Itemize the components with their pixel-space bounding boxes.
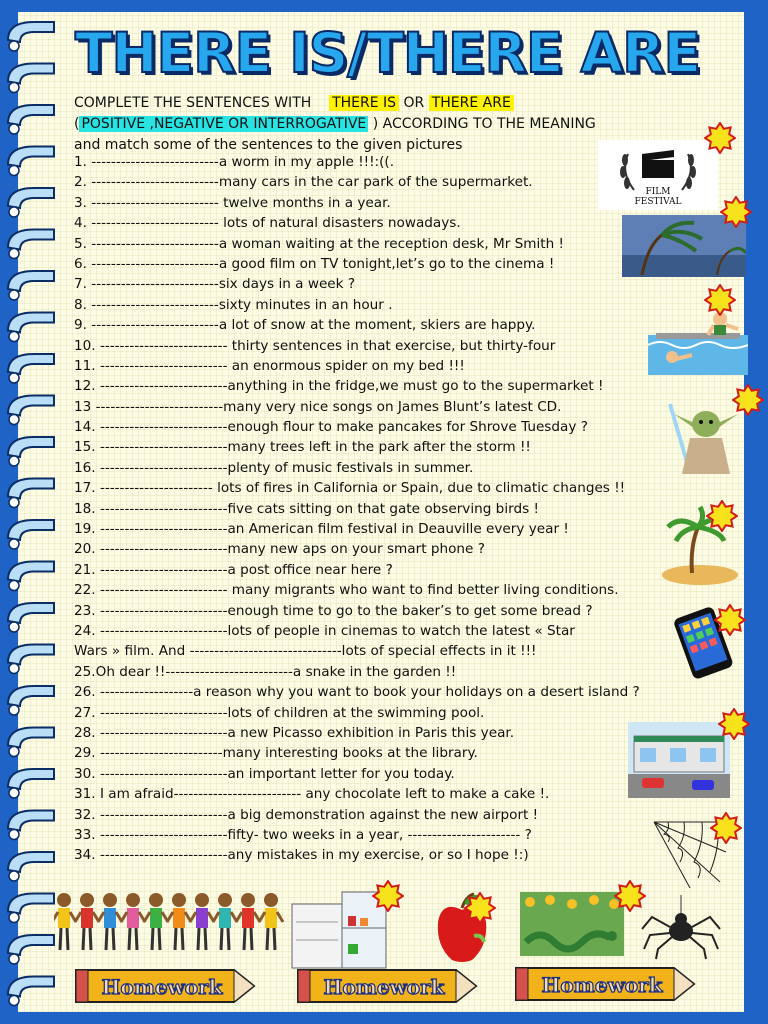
homework-banner-2: [292, 966, 478, 1006]
star-marker: [614, 880, 646, 912]
child-figure: [54, 893, 76, 950]
star-marker: [718, 708, 750, 740]
binding-ring: [8, 105, 54, 134]
star-marker: [704, 122, 736, 154]
sentence-line: 6. --------------------------a good film on TV tonight,let’s go to the cinema !: [74, 255, 555, 272]
binding-ring: [8, 645, 54, 674]
sentence-line: 17. ----------------------- lots of fires in California or Spain, due to climatic changes !!: [74, 480, 626, 497]
sentence-line: 32. --------------------------a big demonstration against the new airport !: [74, 806, 539, 823]
sentence-line: 7. --------------------------six days in a week ?: [74, 276, 356, 293]
binding-ring: [8, 728, 54, 757]
binding-ring: [8, 520, 54, 549]
spider-picture: [640, 895, 722, 961]
sentence-line: 5. --------------------------a woman waiting at the reception desk, Mr Smith !: [74, 235, 564, 252]
child-figure: [98, 893, 122, 950]
sentence-line: 33. --------------------------fifty- two weeks in a year, ----------------------- ?: [74, 826, 532, 843]
instruction-suffix: ) ACCORDING TO THE MEANING: [372, 116, 596, 132]
binding-ring: [8, 271, 54, 300]
sentence-line: 23. --------------------------enough time to go to the baker’s to get some bread ?: [74, 602, 593, 619]
binding-ring: [8, 769, 54, 798]
homework-label-1: Homework: [101, 975, 223, 999]
sentence-line: 27. --------------------------lots of children at the swimming pool.: [74, 704, 485, 721]
child-figure: [236, 893, 260, 950]
festival-label: FESTIVAL: [634, 197, 682, 207]
binding-ring: [8, 188, 54, 217]
sentence-line: 3. -------------------------- twelve months in a year.: [74, 194, 391, 211]
shopping-street-picture: [628, 722, 730, 798]
star-marker: [732, 384, 764, 416]
binding-ring: [8, 852, 54, 881]
spiral-binding: [0, 0, 70, 1024]
sentence-line: 24. --------------------------lots of people in cinemas to watch the latest « Star: [74, 622, 575, 639]
sentence-line: 18. --------------------------five cats sitting on that gate observing birds !: [74, 500, 539, 517]
sentence-line: 26. -------------------a reason why you want to book your holidays on a desert island ?: [74, 684, 640, 701]
child-figure: [167, 893, 191, 950]
binding-ring: [8, 686, 54, 715]
binding-ring: [8, 313, 54, 342]
instruction-line-3: and match some of the sentences to the given pictures: [74, 137, 463, 153]
sentence-line: 9. --------------------------a lot of snow at the moment, skiers are happy.: [74, 317, 536, 334]
sentence-line: 14. --------------------------enough flour to make pancakes for Shrove Tuesday ?: [74, 419, 588, 436]
child-figure: [213, 893, 237, 950]
homework-banner-1: [70, 966, 256, 1006]
sentence-line: 19. --------------------------an American film festival in Deauville every year !: [74, 521, 569, 538]
child-figure: [190, 893, 214, 950]
film-label: FILM: [645, 187, 671, 197]
binding-ring: [8, 22, 54, 51]
star-marker: [710, 812, 742, 844]
star-marker: [372, 880, 404, 912]
instruction-line-2: [74, 115, 596, 133]
sentence-line: 20. --------------------------many new aps on your smart phone ?: [74, 541, 485, 558]
star-marker: [704, 284, 736, 316]
binding-ring: [8, 147, 54, 176]
sentence-line: 21. --------------------------a post office near here ?: [74, 561, 393, 578]
sentence-line: Wars » film. And -------------------------------lots of special effects in it !!!: [74, 643, 537, 660]
star-marker: [706, 500, 738, 532]
binding-ring: [8, 354, 54, 383]
binding-ring: [8, 935, 54, 964]
child-figure: [144, 893, 168, 950]
binding-ring: [8, 396, 54, 425]
there-is-highlight: THERE IS: [329, 95, 399, 111]
binding-ring: [8, 894, 54, 923]
sentence-line: 2. --------------------------many cars in the car park of the supermarket.: [74, 174, 533, 191]
sentence-line: 34. --------------------------any mistakes in my exercise, or so I hope !:): [74, 847, 529, 864]
snake-in-garden-picture: [520, 892, 624, 956]
instruction-line-1: [74, 94, 514, 112]
binding-ring: [8, 437, 54, 466]
forms-highlight: POSITIVE ,NEGATIVE OR INTERROGATIVE: [81, 116, 367, 132]
binding-ring: [8, 479, 54, 508]
sentence-line: 4. -------------------------- lots of natural disasters nowadays.: [74, 215, 461, 232]
binding-ring: [8, 562, 54, 591]
sentence-line: 10. -------------------------- thirty sentences in that exercise, but thirty-four: [74, 337, 556, 354]
film-festival-picture: [598, 140, 718, 210]
sentence-line: 15. --------------------------many trees left in the park after the storm !!: [74, 439, 531, 456]
sentence-list: [74, 152, 694, 866]
sentence-line: 11. -------------------------- an enormous spider on my bed !!!: [74, 357, 465, 374]
page-title: THERE IS/THERE ARE: [75, 21, 701, 85]
homework-label-3: Homework: [541, 973, 663, 997]
star-marker: [720, 196, 752, 228]
sentence-line: 29. -------------------------many interesting books at the library.: [74, 745, 478, 762]
homework-banner-3: [510, 964, 696, 1004]
child-figure: [121, 893, 145, 950]
sentence-line: 8. --------------------------sixty minutes in an hour .: [74, 296, 393, 313]
binding-ring: [8, 64, 54, 93]
yoda-picture: [660, 398, 740, 476]
child-figure: [259, 893, 283, 950]
instruction-prefix: COMPLETE THE SENTENCES WITH: [74, 95, 312, 111]
homework-label-2: Homework: [323, 975, 445, 999]
there-are-highlight: THERE ARE: [429, 95, 514, 111]
sentence-line: 12. --------------------------anything in the fridge,we must go to the supermarket !: [74, 378, 604, 395]
sentence-line: 16. --------------------------plenty of music festivals in summer.: [74, 459, 474, 476]
sentence-line: 31. I am afraid-------------------------- any chocolate left to make a cake !.: [74, 786, 550, 803]
or-word: OR: [403, 95, 425, 111]
open-paren: (: [74, 116, 80, 132]
binding-ring: [8, 811, 54, 840]
star-marker: [714, 604, 746, 636]
binding-ring: [8, 603, 54, 632]
sentence-line: 30. --------------------------an important letter for you today.: [74, 765, 455, 782]
binding-ring: [8, 230, 54, 259]
child-figure: [75, 893, 99, 950]
sentence-line: 28. --------------------------a new Picasso exhibition in Paris this year.: [74, 724, 515, 741]
children-picture: [54, 888, 290, 958]
sentence-line: 25.Oh dear !!--------------------------a snake in the garden !!: [74, 663, 457, 680]
binding-ring: [8, 977, 54, 1006]
star-marker: [464, 892, 496, 924]
sentence-line: 22. -------------------------- many migrants who want to find better living conditions.: [74, 582, 619, 599]
sentence-line: 1. --------------------------a worm in my apple !!!:((.: [74, 154, 395, 170]
sentence-line: 13 --------------------------many very nice songs on James Blunt’s latest CD.: [74, 398, 562, 415]
